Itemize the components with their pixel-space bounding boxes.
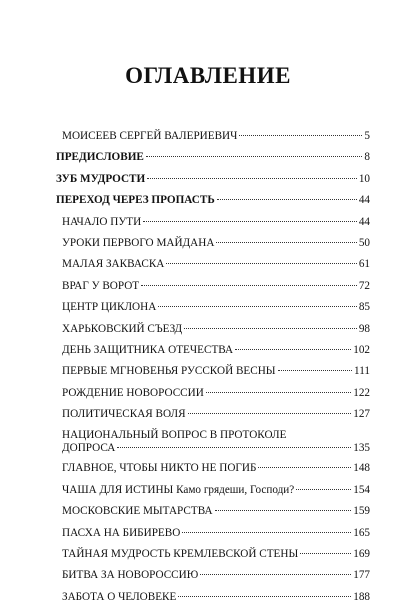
toc-entry-title: ДЕНЬ ЗАЩИТНИКА ОТЕЧЕСТВА — [62, 343, 234, 356]
toc-entry — [56, 484, 370, 505]
toc-page-number: 85 — [358, 301, 370, 314]
toc-leader-dots — [184, 328, 357, 329]
toc-page-number: 50 — [358, 236, 370, 249]
toc-entry-title: ДОПРОСА — [62, 442, 116, 455]
toc-entry — [56, 408, 370, 429]
toc-leader-dots — [146, 156, 363, 157]
toc-leader-dots — [235, 349, 351, 350]
toc-entry-title: БИТВА ЗА НОВОРОССИЮ — [62, 569, 199, 582]
toc-page-number: 44 — [358, 215, 370, 228]
toc-page-number: 102 — [353, 343, 370, 356]
toc-page-number: 135 — [353, 442, 370, 455]
toc-entry — [56, 194, 370, 215]
toc-leader-dots — [143, 221, 357, 222]
toc-entry — [56, 130, 370, 151]
toc-entry-title: ПРЕДИСЛОВИЕ — [56, 151, 144, 164]
toc-leader-dots — [141, 285, 357, 286]
toc-entry-title: НАЧАЛО ПУТИ — [62, 215, 142, 228]
toc-entry-title: ЧАША ДЛЯ ИСТИНЫ Камо грядеши, Господи? — [62, 483, 295, 496]
toc-entry-title: ЗАБОТА О ЧЕЛОВЕКЕ — [62, 590, 177, 603]
toc-page-number: 177 — [353, 569, 370, 582]
toc-leader-dots — [217, 199, 357, 200]
toc-page-number: 159 — [353, 505, 370, 518]
toc-entry — [56, 505, 370, 526]
toc-entry — [56, 344, 370, 365]
toc-leader-dots — [117, 447, 351, 448]
toc-page-number: 122 — [353, 386, 370, 399]
toc-leader-dots — [239, 135, 362, 136]
toc-leader-dots — [188, 413, 352, 414]
toc-entry — [56, 365, 370, 386]
toc-entry — [56, 258, 370, 279]
toc-page-number: 188 — [353, 590, 370, 603]
toc-entry — [56, 527, 370, 548]
toc-leader-dots — [216, 242, 356, 243]
toc-page-number: 61 — [358, 258, 370, 271]
toc-entry — [56, 151, 370, 172]
toc-entry-title: РОЖДЕНИЕ НОВОРОССИИ — [62, 386, 204, 399]
table-of-contents — [56, 130, 370, 612]
toc-page-number: 10 — [358, 172, 370, 185]
toc-leader-dots — [300, 553, 351, 554]
toc-leader-dots — [166, 263, 356, 264]
toc-entry-title-line1: НАЦИОНАЛЬНЫЙ ВОПРОС В ПРОТОКОЛЕ — [62, 429, 287, 442]
toc-entry-title: ЦЕНТР ЦИКЛОНА — [62, 301, 157, 314]
toc-entry-title: УРОКИ ПЕРВОГО МАЙДАНА — [62, 236, 215, 249]
toc-entry — [56, 216, 370, 237]
toc-entry — [56, 591, 370, 612]
page-title: ОГЛАВЛЕНИЕ — [125, 63, 291, 88]
toc-entry — [56, 387, 370, 408]
toc-leader-dots — [278, 370, 353, 371]
toc-leader-dots — [215, 510, 352, 511]
toc-entry-title: ХАРЬКОВСКИЙ СЪЕЗД — [62, 322, 183, 335]
toc-leader-dots — [147, 178, 357, 179]
toc-page-number: 165 — [353, 526, 370, 539]
toc-page-number: 127 — [353, 408, 370, 421]
toc-entry — [56, 429, 370, 462]
toc-entry — [56, 173, 370, 194]
toc-entry — [56, 237, 370, 258]
toc-entry-title: ЗУБ МУДРОСТИ — [56, 172, 146, 185]
toc-entry-title: МОИСЕЕВ СЕРГЕЙ ВАЛЕРИЕВИЧ — [62, 130, 238, 142]
toc-leader-dots — [178, 596, 351, 597]
toc-page-number: 148 — [353, 462, 370, 475]
toc-entry-title: ПЕРВЫЕ МГНОВЕНЬЯ РУССКОЙ ВЕСНЫ — [62, 365, 276, 378]
toc-entry-title: ПАСХА НА БИБИРЕВО — [62, 526, 181, 539]
toc-page-number: 8 — [364, 151, 370, 164]
toc-entry-title: ВРАГ У ВОРОТ — [62, 279, 140, 292]
toc-page-number: 72 — [358, 279, 370, 292]
toc-entry — [56, 323, 370, 344]
toc-page-number: 44 — [358, 194, 370, 207]
toc-entry — [56, 462, 370, 483]
toc-entry — [56, 280, 370, 301]
toc-leader-dots — [158, 306, 357, 307]
toc-entry-title: ПОЛИТИЧЕСКАЯ ВОЛЯ — [62, 408, 186, 421]
toc-entry — [56, 548, 370, 569]
toc-entry-title: ТАЙНАЯ МУДРОСТЬ КРЕМЛЕВСКОЙ СТЕНЫ — [62, 548, 299, 561]
toc-page-number: 169 — [353, 548, 370, 561]
toc-page-number: 111 — [354, 365, 370, 378]
toc-page-number: 5 — [364, 130, 370, 142]
toc-entry-title: МОСКОВСКИЕ МЫТАРСТВА — [62, 505, 213, 518]
toc-entry — [56, 301, 370, 322]
toc-leader-dots — [296, 489, 351, 490]
toc-leader-dots — [200, 574, 351, 575]
toc-leader-dots — [206, 392, 351, 393]
toc-page-number: 98 — [358, 322, 370, 335]
toc-entry-title: ПЕРЕХОД ЧЕРЕЗ ПРОПАСТЬ — [56, 194, 215, 207]
toc-entry-title: ГЛАВНОЕ, ЧТОБЫ НИКТО НЕ ПОГИБ — [62, 462, 257, 475]
toc-leader-dots — [182, 532, 351, 533]
toc-page-number: 154 — [353, 483, 370, 496]
toc-entry-title: МАЛАЯ ЗАКВАСКА — [62, 258, 165, 271]
toc-leader-dots — [258, 467, 351, 468]
